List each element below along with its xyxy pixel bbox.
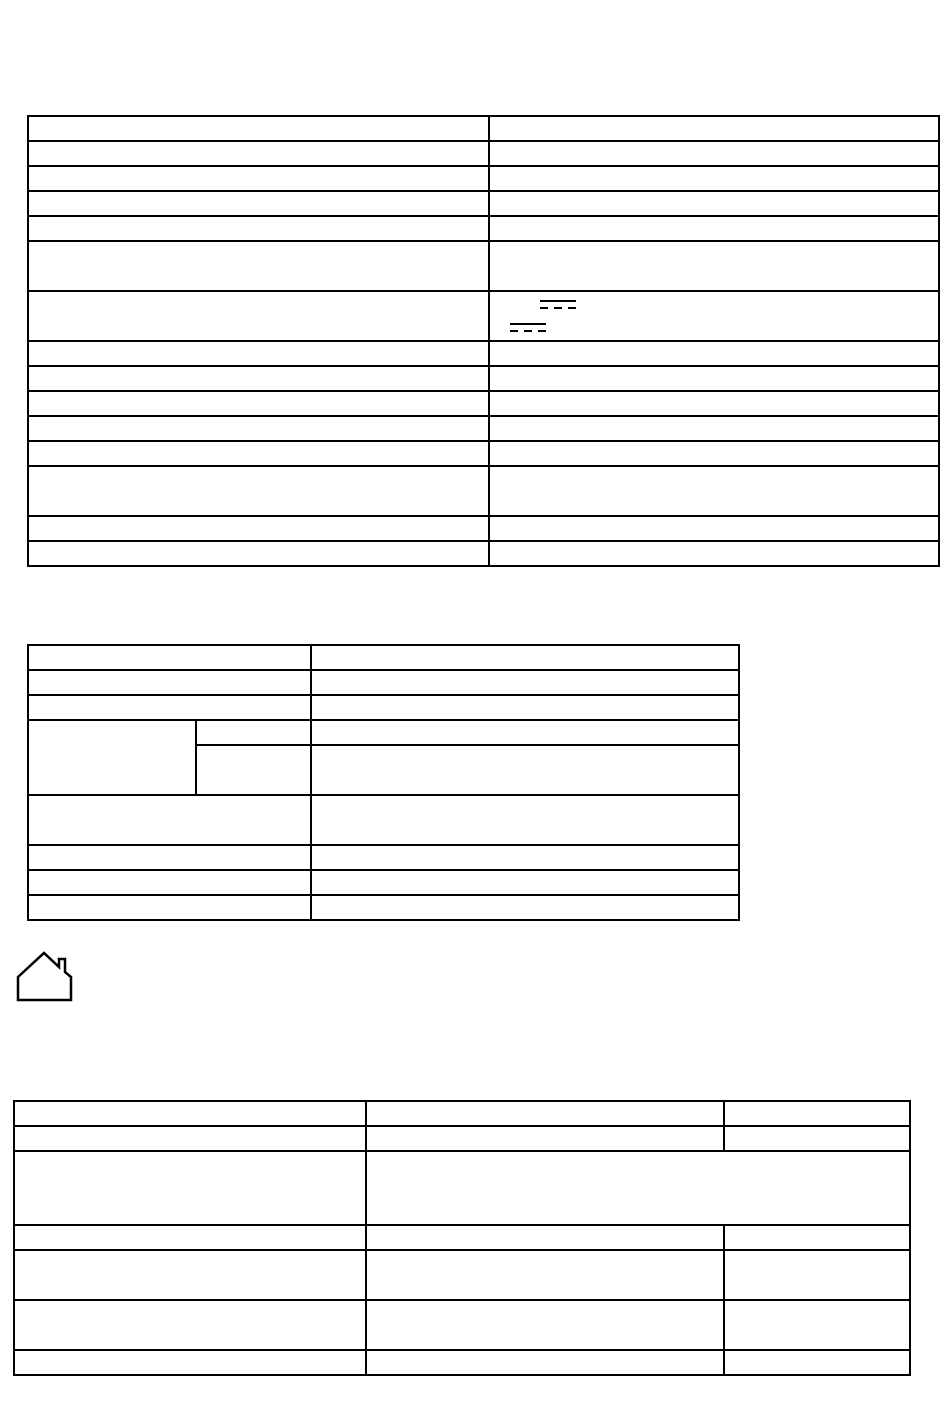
- table-cell: [28, 720, 196, 795]
- table-row: [28, 845, 739, 870]
- table-cell: [28, 241, 489, 291]
- table-cell: [28, 341, 489, 366]
- table-row: [28, 695, 739, 720]
- table-cell: [28, 541, 489, 566]
- table-cell: [14, 1101, 366, 1126]
- table-cell: [28, 795, 311, 845]
- table-cell: [28, 670, 311, 695]
- table-cell: [366, 1126, 724, 1151]
- table-cell: [14, 1350, 366, 1375]
- table-row: [14, 1101, 910, 1126]
- table-cell: [724, 1250, 910, 1300]
- table-row: [28, 466, 939, 516]
- table-cell: [14, 1225, 366, 1250]
- table-cell: [366, 1225, 724, 1250]
- table-cell: [724, 1350, 910, 1375]
- table-row: [28, 216, 939, 241]
- table-cell: [724, 1300, 910, 1350]
- table-row: [28, 116, 939, 141]
- table-cell: [724, 1101, 910, 1126]
- table-row: [28, 241, 939, 291]
- table-cell: [311, 645, 739, 670]
- table-row: [28, 166, 939, 191]
- table-row: [28, 441, 939, 466]
- table-cell: [489, 191, 939, 216]
- table-cell: [311, 795, 739, 845]
- dc-current-symbol-icon: [540, 299, 576, 311]
- table-cell: [489, 366, 939, 391]
- table-cell: [28, 291, 489, 341]
- table-cell: [311, 670, 739, 695]
- table-cell: [28, 416, 489, 441]
- table-cell: [28, 516, 489, 541]
- table-cell: [311, 745, 739, 795]
- table-row: [14, 1126, 910, 1151]
- table-cell: [28, 391, 489, 416]
- table-cell: [14, 1300, 366, 1350]
- table-cell: [14, 1151, 366, 1225]
- table-cell: [28, 366, 489, 391]
- table-cell: [28, 191, 489, 216]
- house-icon: [14, 950, 74, 1005]
- table-row: [28, 416, 939, 441]
- spec-table-2: [27, 644, 740, 921]
- table-row: [28, 720, 739, 745]
- table-row: [28, 391, 939, 416]
- table-cell: [196, 720, 311, 745]
- table-cell: [366, 1350, 724, 1375]
- table-cell: [489, 541, 939, 566]
- table-row: [14, 1250, 910, 1300]
- table-row: [28, 870, 739, 895]
- table-cell: [366, 1250, 724, 1300]
- table-cell: [28, 895, 311, 920]
- spec-table-1: [27, 115, 940, 567]
- table-cell: [489, 216, 939, 241]
- table-cell: [28, 466, 489, 516]
- table-row: [28, 541, 939, 566]
- table-row: [28, 516, 939, 541]
- table-cell: [14, 1250, 366, 1300]
- table-row: [14, 1151, 910, 1225]
- table-cell: [14, 1126, 366, 1151]
- table-cell: [724, 1225, 910, 1250]
- dc-current-symbol-icon: [510, 322, 546, 334]
- table-cell: [28, 216, 489, 241]
- table-cell: [28, 116, 489, 141]
- table-cell: [489, 141, 939, 166]
- table-row: [28, 291, 939, 341]
- table-cell: [28, 695, 311, 720]
- table-row: [28, 191, 939, 216]
- table-cell: [489, 291, 939, 341]
- table-cell: [311, 845, 739, 870]
- table-cell: [28, 166, 489, 191]
- table-cell: [489, 416, 939, 441]
- table-cell: [28, 870, 311, 895]
- table-cell: [489, 466, 939, 516]
- table-cell: [366, 1300, 724, 1350]
- table-row: [28, 795, 739, 845]
- table-cell: [28, 645, 311, 670]
- table-cell: [366, 1151, 910, 1225]
- table-cell: [28, 141, 489, 166]
- table-cell: [489, 441, 939, 466]
- table-cell: [724, 1126, 910, 1151]
- table-cell: [311, 870, 739, 895]
- spec-table-3: [13, 1100, 911, 1376]
- table-row: [28, 341, 939, 366]
- table-cell: [489, 341, 939, 366]
- table-row: [28, 141, 939, 166]
- table-cell: [196, 745, 311, 795]
- table-cell: [311, 695, 739, 720]
- table-cell: [489, 166, 939, 191]
- table-row: [28, 670, 739, 695]
- table-cell: [489, 116, 939, 141]
- table-cell: [311, 895, 739, 920]
- table-row: [28, 895, 739, 920]
- table-cell: [28, 845, 311, 870]
- table-row: [28, 366, 939, 391]
- table-row: [14, 1225, 910, 1250]
- table-cell: [489, 391, 939, 416]
- table-cell: [489, 241, 939, 291]
- table-row: [14, 1350, 910, 1375]
- table-cell: [28, 441, 489, 466]
- table-row: [28, 645, 739, 670]
- table-cell: [366, 1101, 724, 1126]
- table-cell: [311, 720, 739, 745]
- table-cell: [489, 516, 939, 541]
- table-row: [14, 1300, 910, 1350]
